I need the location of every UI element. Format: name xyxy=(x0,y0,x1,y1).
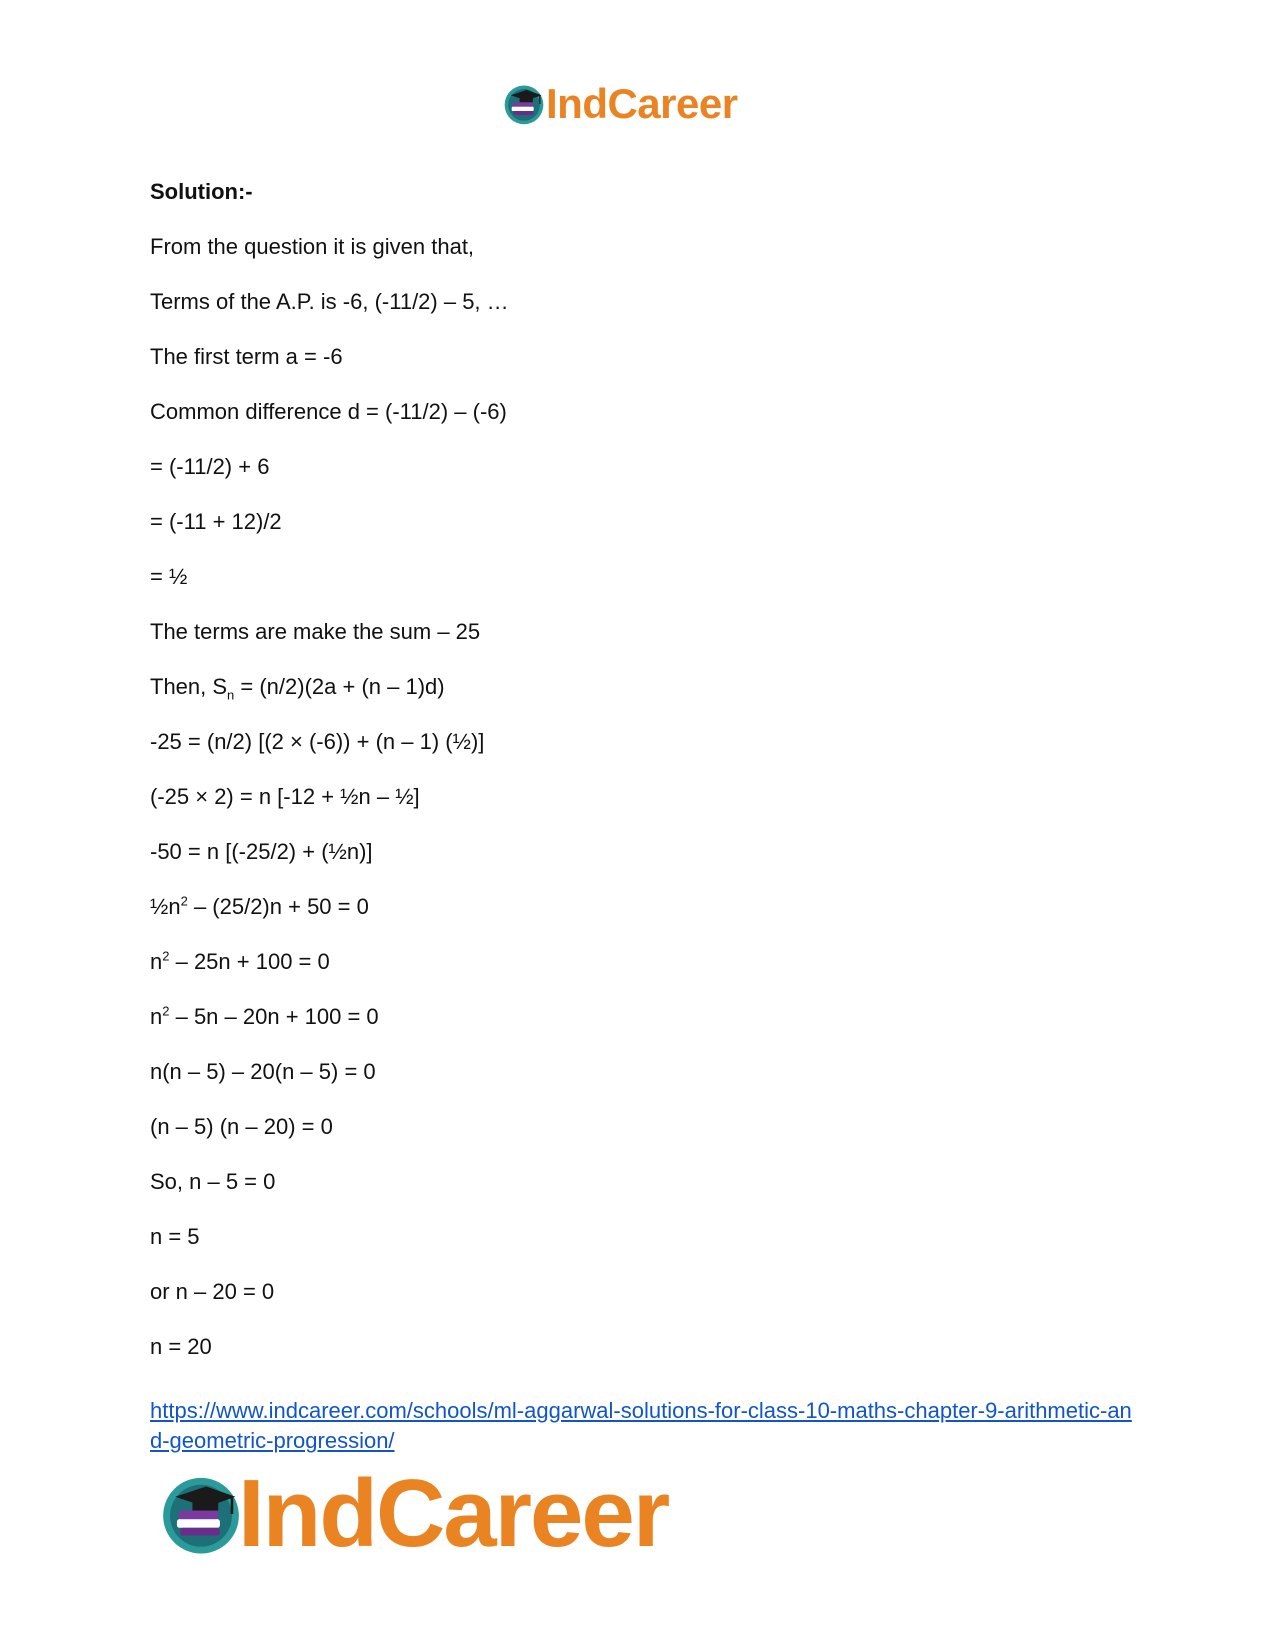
text-line: Common difference d = (-11/2) – (-6) xyxy=(150,399,507,424)
graduation-cap-books-icon xyxy=(502,82,546,126)
superscript: 2 xyxy=(180,893,188,909)
subscript: n xyxy=(227,687,235,703)
source-link[interactable]: https://www.indcareer.com/schools/ml-aggarwal-solutions-for-class-10-maths-chapter-9-arithmetic-and-geometric-progression/ xyxy=(150,1398,1132,1453)
text-line: Terms of the A.P. is -6, (-11/2) – 5, … xyxy=(150,289,509,314)
formula-text: – (25/2)n + 50 = 0 xyxy=(187,894,369,919)
text-line: The terms are make the sum – 25 xyxy=(150,619,481,644)
superscript: 2 xyxy=(162,948,170,964)
text-line: n = 5 xyxy=(150,1224,200,1249)
text-line: = (-11/2) + 6 xyxy=(150,454,270,479)
graduation-cap-books-icon xyxy=(158,1471,244,1557)
text-line: -50 = n [(-25/2) + (½n)] xyxy=(150,839,373,864)
formula-text: – 5n – 20n + 100 = 0 xyxy=(169,1004,379,1029)
footer-logo xyxy=(158,1460,669,1567)
brand-name: IndCareer xyxy=(238,1460,669,1567)
quadratic-line xyxy=(150,1004,379,1030)
header-logo xyxy=(502,80,738,128)
text-line: From the question it is given that, xyxy=(150,234,475,259)
superscript: 2 xyxy=(162,1003,170,1019)
quadratic-line xyxy=(150,949,330,975)
formula-text: ½n xyxy=(150,894,181,919)
sum-formula-line xyxy=(150,674,445,703)
formula-text: n xyxy=(150,1004,163,1029)
quadratic-line xyxy=(150,894,369,920)
text-line: (-25 × 2) = n [-12 + ½n – ½] xyxy=(150,784,420,809)
text-line: = (-11 + 12)/2 xyxy=(150,509,282,534)
text-line: n(n – 5) – 20(n – 5) = 0 xyxy=(150,1059,376,1084)
text-line: or n – 20 = 0 xyxy=(150,1279,275,1304)
text-line: (n – 5) (n – 20) = 0 xyxy=(150,1114,333,1139)
text-line: The first term a = -6 xyxy=(150,344,343,369)
formula-text: – 25n + 100 = 0 xyxy=(169,949,330,974)
formula-text: = (n/2)(2a + (n – 1)d) xyxy=(234,674,445,699)
solution-heading: Solution:- xyxy=(150,179,253,204)
text-line: -25 = (n/2) [(2 × (-6)) + (n – 1) (½)] xyxy=(150,729,485,754)
brand-name: IndCareer xyxy=(546,80,738,127)
text-line: = ½ xyxy=(150,564,188,589)
formula-text: Then, S xyxy=(150,674,228,699)
formula-text: n xyxy=(150,949,163,974)
text-line: n = 20 xyxy=(150,1334,212,1359)
text-line: So, n – 5 = 0 xyxy=(150,1169,276,1194)
